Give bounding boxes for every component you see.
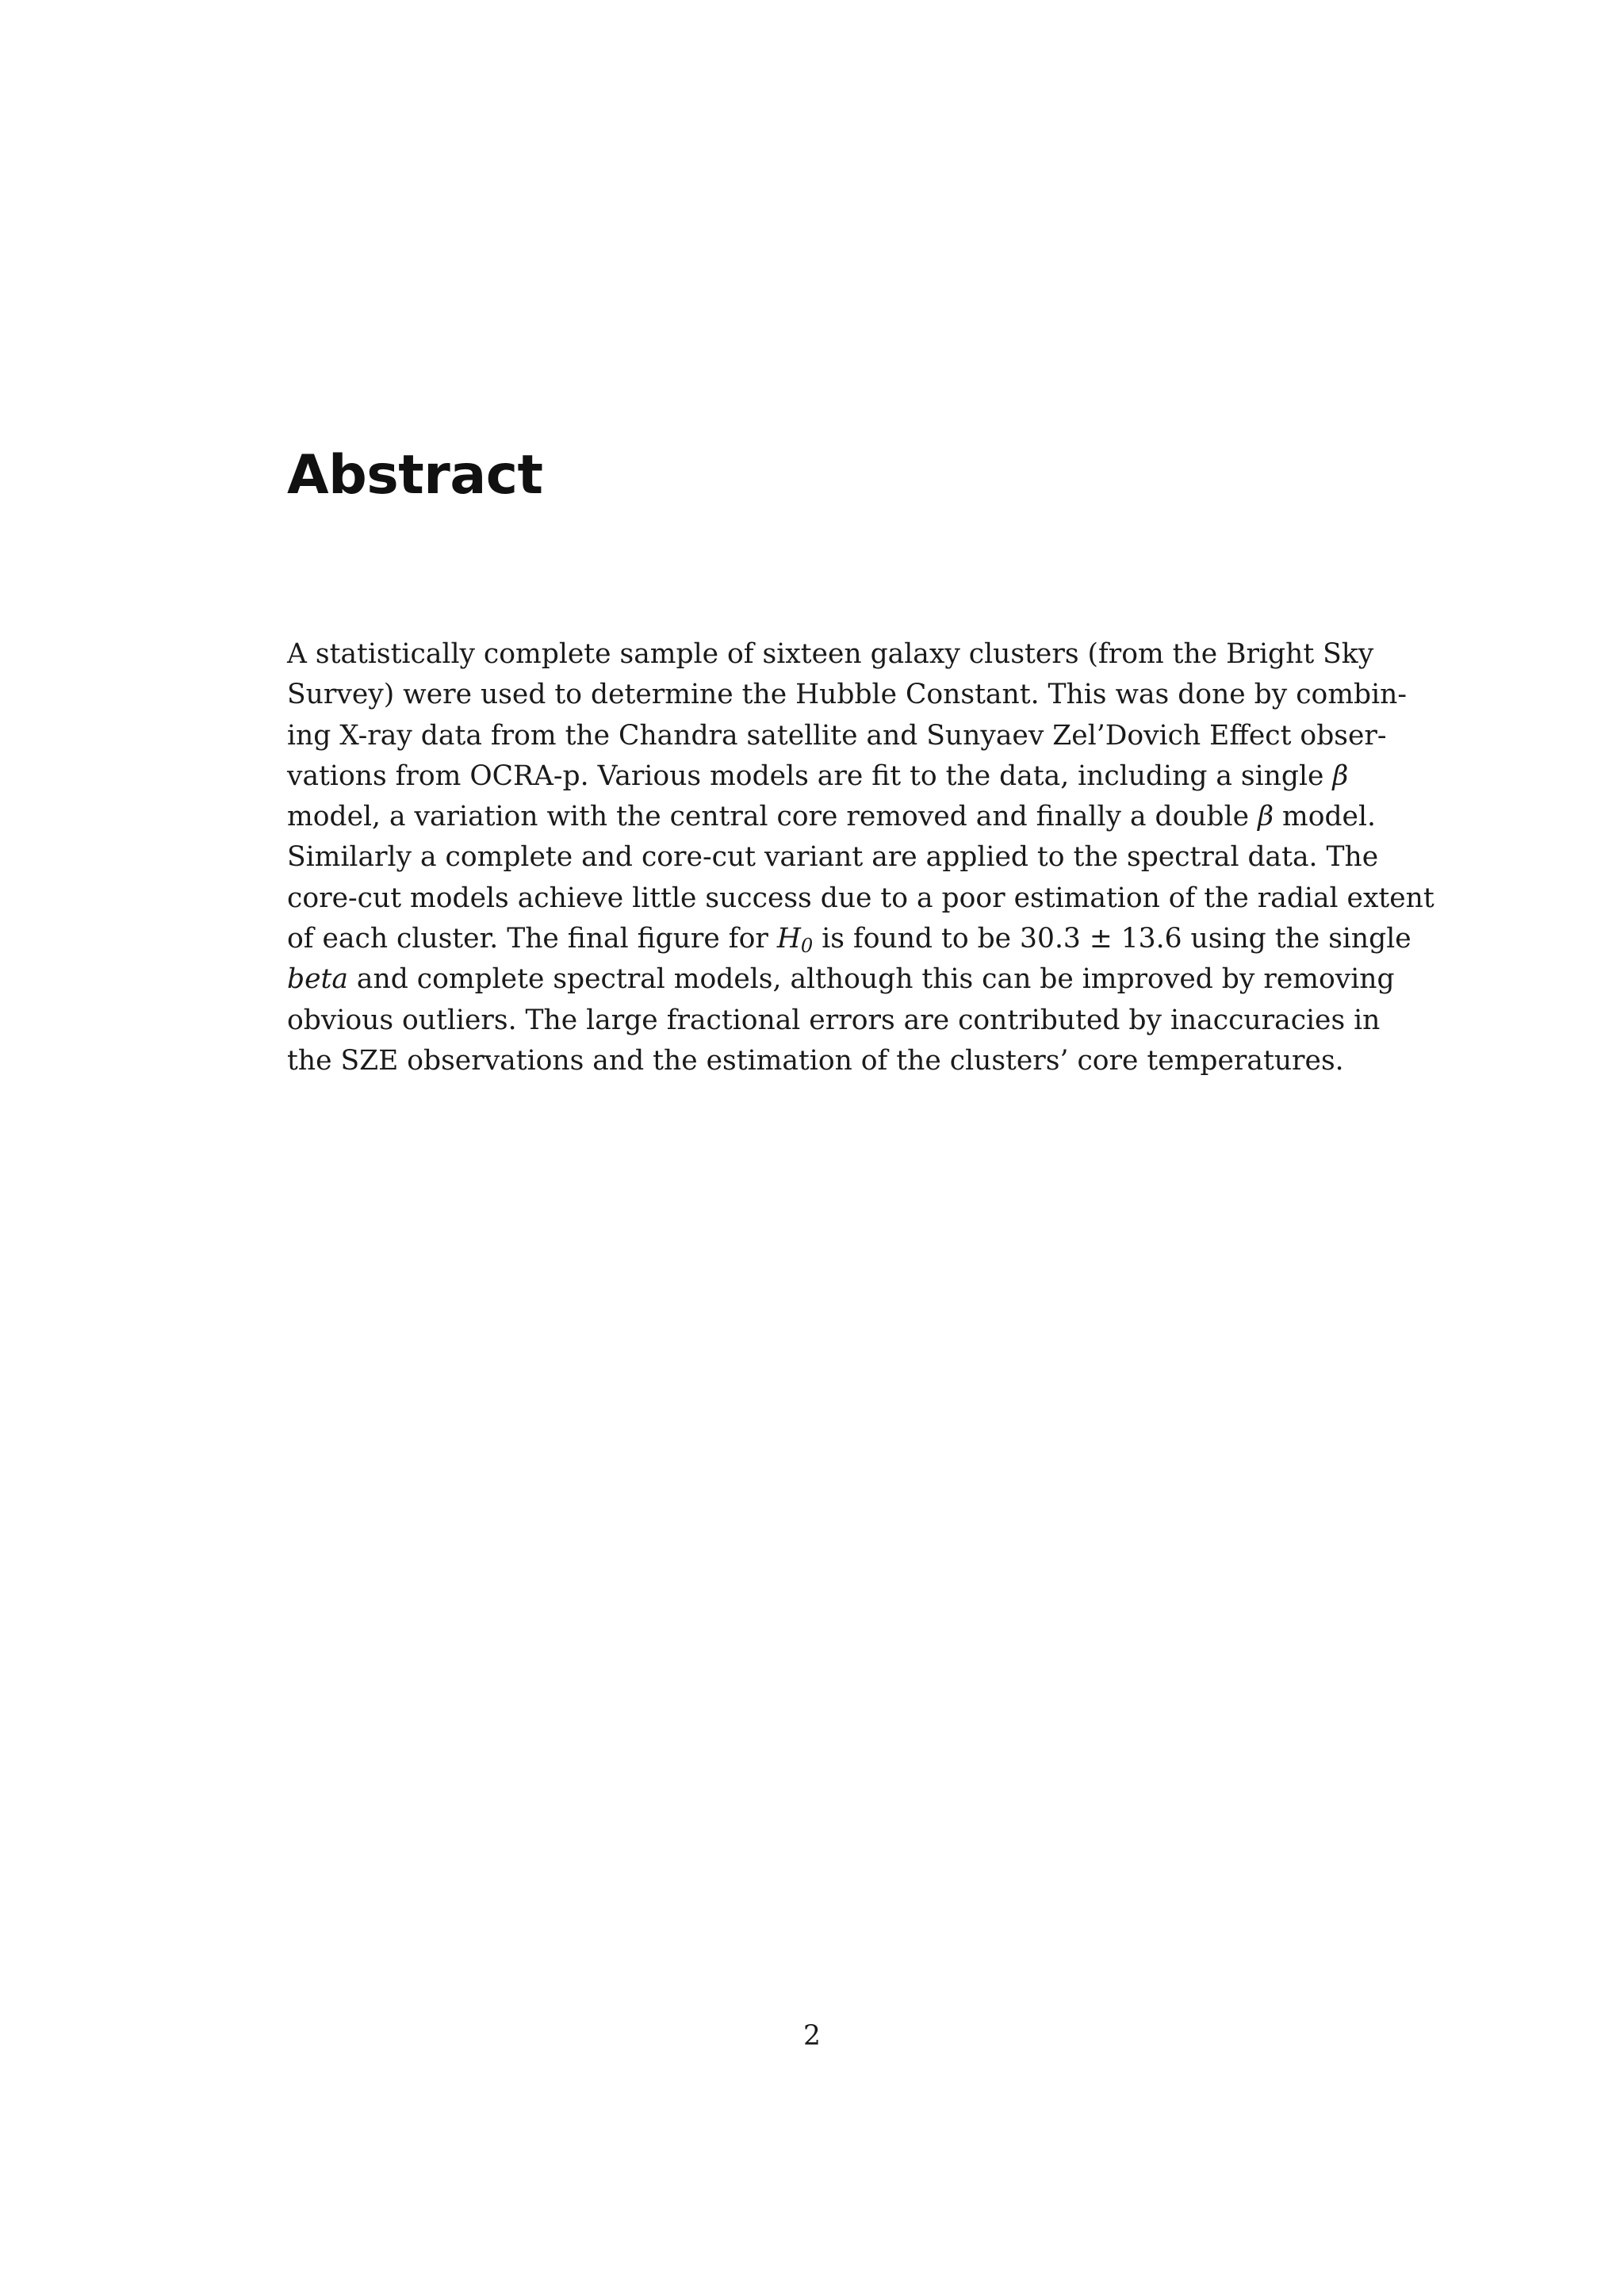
abstract-text: of each cluster. The final figure for (287, 923, 768, 955)
abstract-paragraph (287, 634, 1434, 1081)
h-subscript: 0 (800, 935, 814, 958)
abstract-text: vations from OCRA-p. Various models are fit to the data, including a single (287, 760, 1324, 792)
h-letter: H (776, 923, 801, 955)
beta-word: beta (287, 963, 348, 996)
abstract-line: Survey) were used to determine the Hubble Constant. This was done by combin- (287, 679, 1408, 711)
abstract-text: model, a variation with the central core removed and finally a double (287, 801, 1250, 833)
abstract-text: using the single (1190, 923, 1411, 955)
beta-symbol: β (1332, 760, 1349, 792)
abstract-line: core-cut models achieve little success due to a poor estimation of the radial extent (287, 882, 1434, 914)
abstract-text: is found to be (822, 923, 1012, 955)
abstract-line: obvious outliers. The large fractional errors are contributed by inaccuracies in (287, 1004, 1381, 1036)
hubble-constant-symbol (776, 923, 814, 958)
abstract-line (287, 797, 1376, 837)
page-number: 2 (803, 2020, 821, 2052)
abstract-line: ing X-ray data from the Chandra satellite and Sunyaev Zel’Dovich Effect obser- (287, 719, 1387, 752)
section-heading: Abstract (287, 444, 543, 507)
abstract-text: model. (1281, 801, 1376, 833)
abstract-text: and complete spectral models, although this can be improved by removing (356, 963, 1395, 996)
abstract-line (287, 959, 1395, 1000)
h0-value: 30.3 ± 13.6 (1020, 923, 1182, 955)
abstract-line (287, 919, 1411, 959)
abstract-line: Similarly a complete and core-cut variant are applied to the spectral data. The (287, 841, 1379, 874)
beta-symbol: β (1258, 801, 1274, 833)
abstract-line (287, 756, 1349, 797)
abstract-line: A statistically complete sample of sixteen galaxy clusters (from the Bright Sky (287, 638, 1374, 670)
abstract-line: the SZE observations and the estimation of the clusters’ core temperatures. (287, 1044, 1344, 1077)
